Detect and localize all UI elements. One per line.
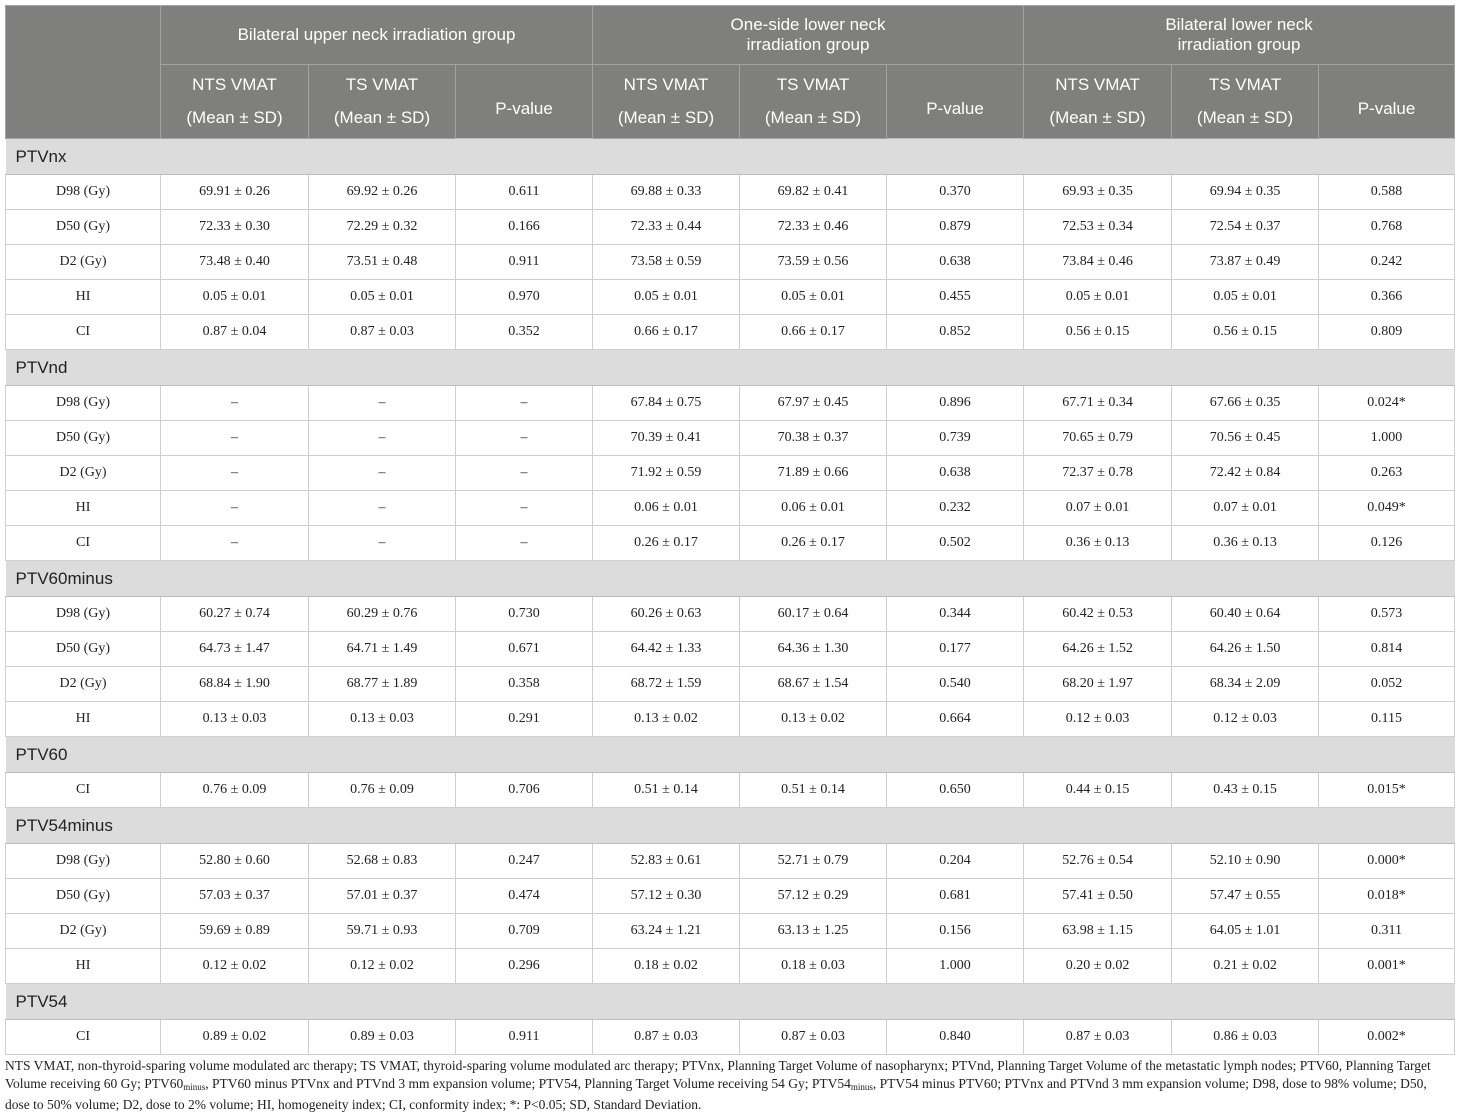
p-value-cell: 0.000* — [1319, 844, 1455, 879]
mean-sd-cell: 67.71 ± 0.34 — [1024, 386, 1172, 421]
mean-sd-cell: 52.76 ± 0.54 — [1024, 844, 1172, 879]
p-value-cell: 0.177 — [887, 632, 1024, 667]
header-p-value-label: P-value — [1357, 98, 1416, 118]
mean-sd-cell: 0.12 ± 0.03 — [1172, 702, 1319, 737]
p-value-cell: 0.015* — [1319, 773, 1455, 808]
table-body — [6, 139, 1455, 1055]
mean-sd-cell: 0.12 ± 0.03 — [1024, 702, 1172, 737]
p-value-cell: 0.024* — [1319, 386, 1455, 421]
mean-sd-cell: 71.89 ± 0.66 — [740, 456, 887, 491]
mean-sd-cell: – — [161, 421, 309, 456]
mean-sd-cell: 57.03 ± 0.37 — [161, 879, 309, 914]
mean-sd-cell: 0.43 ± 0.15 — [1172, 773, 1319, 808]
header-mean-sd: (Mean ± SD) — [740, 102, 887, 139]
header-mean-sd: (Mean ± SD) — [1024, 102, 1172, 139]
section-row — [6, 984, 1455, 1020]
metric-cell: D98 (Gy) — [6, 386, 161, 421]
p-value-cell: 0.358 — [456, 667, 593, 702]
mean-sd-cell: 0.18 ± 0.02 — [593, 949, 740, 984]
p-value-cell: 0.840 — [887, 1020, 1024, 1055]
mean-sd-cell: – — [309, 491, 456, 526]
mean-sd-cell: 60.29 ± 0.76 — [309, 597, 456, 632]
mean-sd-cell: 0.89 ± 0.03 — [309, 1020, 456, 1055]
p-value-cell: 0.540 — [887, 667, 1024, 702]
mean-sd-cell: 0.05 ± 0.01 — [1172, 280, 1319, 315]
p-value-cell: 0.814 — [1319, 632, 1455, 667]
mean-sd-cell: 0.05 ± 0.01 — [309, 280, 456, 315]
header-group-bilateral-lower-label: Bilateral lower neck irradiation group — [1165, 15, 1313, 54]
p-value-cell: 0.809 — [1319, 315, 1455, 350]
footnote-subscript-2: minus — [850, 1082, 873, 1092]
footnote-part-3: , PTV54 minus PTV60; PTVnx and PTVnd 3 mm expansion volume; D98, dose to 98% volume; D50, dose to 50% volume; D2, dose to 2% volume; HI, homogeneity index; CI, conformity index; *: P<0.05; SD, Standard Deviation. — [5, 1076, 1427, 1112]
mean-sd-cell: 0.05 ± 0.01 — [740, 280, 887, 315]
p-value-cell: 0.588 — [1319, 175, 1455, 210]
p-value-cell: 0.638 — [887, 456, 1024, 491]
mean-sd-cell: 57.41 ± 0.50 — [1024, 879, 1172, 914]
p-value-cell: – — [456, 491, 593, 526]
p-value-cell: 0.706 — [456, 773, 593, 808]
mean-sd-cell: 0.86 ± 0.03 — [1172, 1020, 1319, 1055]
metric-cell: D50 (Gy) — [6, 210, 161, 245]
mean-sd-cell: 0.13 ± 0.02 — [593, 702, 740, 737]
header-p-value — [1319, 65, 1455, 139]
mean-sd-cell: 69.93 ± 0.35 — [1024, 175, 1172, 210]
header-ts-vmat: TS VMAT — [309, 65, 456, 102]
p-value-cell: 0.879 — [887, 210, 1024, 245]
mean-sd-cell: – — [309, 386, 456, 421]
mean-sd-cell: 0.36 ± 0.13 — [1024, 526, 1172, 561]
p-value-cell: 0.638 — [887, 245, 1024, 280]
mean-sd-cell: 52.68 ± 0.83 — [309, 844, 456, 879]
table-row — [6, 949, 1455, 984]
section-row — [6, 350, 1455, 386]
p-value-cell: 0.232 — [887, 491, 1024, 526]
mean-sd-cell: 60.17 ± 0.64 — [740, 597, 887, 632]
mean-sd-cell: 60.27 ± 0.74 — [161, 597, 309, 632]
table-row — [6, 526, 1455, 561]
p-value-cell: 1.000 — [1319, 421, 1455, 456]
metric-cell: HI — [6, 491, 161, 526]
mean-sd-cell: 0.56 ± 0.15 — [1172, 315, 1319, 350]
header-nts-vmat: NTS VMAT — [593, 65, 740, 102]
p-value-cell: 0.650 — [887, 773, 1024, 808]
mean-sd-cell: 72.54 ± 0.37 — [1172, 210, 1319, 245]
p-value-cell: 0.002* — [1319, 1020, 1455, 1055]
mean-sd-cell: 0.13 ± 0.03 — [309, 702, 456, 737]
mean-sd-cell: 0.66 ± 0.17 — [740, 315, 887, 350]
mean-sd-cell: 52.80 ± 0.60 — [161, 844, 309, 879]
mean-sd-cell: 72.33 ± 0.46 — [740, 210, 887, 245]
mean-sd-cell: 71.92 ± 0.59 — [593, 456, 740, 491]
mean-sd-cell: 68.77 ± 1.89 — [309, 667, 456, 702]
p-value-cell: 0.247 — [456, 844, 593, 879]
section-row — [6, 561, 1455, 597]
metric-cell: D98 (Gy) — [6, 844, 161, 879]
p-value-cell: 0.204 — [887, 844, 1024, 879]
p-value-cell: 0.911 — [456, 245, 593, 280]
footnote-subscript-1: minus — [183, 1082, 206, 1092]
header-nts-vmat: NTS VMAT — [161, 65, 309, 102]
mean-sd-cell: 68.67 ± 1.54 — [740, 667, 887, 702]
p-value-cell: 1.000 — [887, 949, 1024, 984]
mean-sd-cell: 73.87 ± 0.49 — [1172, 245, 1319, 280]
p-value-cell: 0.344 — [887, 597, 1024, 632]
mean-sd-cell: 64.36 ± 1.30 — [740, 632, 887, 667]
header-mean-sd: (Mean ± SD) — [1172, 102, 1319, 139]
p-value-cell: 0.126 — [1319, 526, 1455, 561]
mean-sd-cell: 0.12 ± 0.02 — [161, 949, 309, 984]
mean-sd-cell: 70.56 ± 0.45 — [1172, 421, 1319, 456]
section-row — [6, 737, 1455, 773]
mean-sd-cell: 0.12 ± 0.02 — [309, 949, 456, 984]
mean-sd-cell: 68.72 ± 1.59 — [593, 667, 740, 702]
header-corner-cell — [6, 6, 161, 139]
mean-sd-cell: 64.71 ± 1.49 — [309, 632, 456, 667]
table-row — [6, 421, 1455, 456]
mean-sd-cell: 0.56 ± 0.15 — [1024, 315, 1172, 350]
mean-sd-cell: 64.26 ± 1.52 — [1024, 632, 1172, 667]
mean-sd-cell: 68.20 ± 1.97 — [1024, 667, 1172, 702]
mean-sd-cell: 67.66 ± 0.35 — [1172, 386, 1319, 421]
mean-sd-cell: 0.66 ± 0.17 — [593, 315, 740, 350]
mean-sd-cell: 63.13 ± 1.25 — [740, 914, 887, 949]
p-value-cell: – — [456, 386, 593, 421]
mean-sd-cell: 73.59 ± 0.56 — [740, 245, 887, 280]
mean-sd-cell: 0.51 ± 0.14 — [593, 773, 740, 808]
mean-sd-cell: 0.87 ± 0.03 — [1024, 1020, 1172, 1055]
mean-sd-cell: 0.05 ± 0.01 — [161, 280, 309, 315]
mean-sd-cell: 0.87 ± 0.04 — [161, 315, 309, 350]
metric-cell: D98 (Gy) — [6, 175, 161, 210]
p-value-cell: 0.664 — [887, 702, 1024, 737]
p-value-cell: 0.049* — [1319, 491, 1455, 526]
mean-sd-cell: 64.42 ± 1.33 — [593, 632, 740, 667]
mean-sd-cell: 64.73 ± 1.47 — [161, 632, 309, 667]
p-value-cell: 0.709 — [456, 914, 593, 949]
mean-sd-cell: 0.51 ± 0.14 — [740, 773, 887, 808]
header-mean-sd: (Mean ± SD) — [161, 102, 309, 139]
mean-sd-cell: 57.47 ± 0.55 — [1172, 879, 1319, 914]
mean-sd-cell: 73.51 ± 0.48 — [309, 245, 456, 280]
p-value-cell: 0.970 — [456, 280, 593, 315]
mean-sd-cell: 52.10 ± 0.90 — [1172, 844, 1319, 879]
p-value-cell: 0.352 — [456, 315, 593, 350]
p-value-cell: 0.018* — [1319, 879, 1455, 914]
mean-sd-cell: – — [309, 456, 456, 491]
mean-sd-cell: 57.12 ± 0.30 — [593, 879, 740, 914]
mean-sd-cell: 0.36 ± 0.13 — [1172, 526, 1319, 561]
p-value-cell: – — [456, 421, 593, 456]
table-row — [6, 245, 1455, 280]
metric-cell: D50 (Gy) — [6, 421, 161, 456]
p-value-cell: 0.366 — [1319, 280, 1455, 315]
p-value-cell: 0.474 — [456, 879, 593, 914]
p-value-cell: 0.166 — [456, 210, 593, 245]
mean-sd-cell: 0.87 ± 0.03 — [309, 315, 456, 350]
table-row — [6, 773, 1455, 808]
mean-sd-cell: 0.26 ± 0.17 — [740, 526, 887, 561]
mean-sd-cell: 0.05 ± 0.01 — [593, 280, 740, 315]
mean-sd-cell: 0.87 ± 0.03 — [740, 1020, 887, 1055]
mean-sd-cell: 0.13 ± 0.03 — [161, 702, 309, 737]
header-p-value — [887, 65, 1024, 139]
footnote-part-1: NTS VMAT, non-thyroid-sparing volume modulated arc therapy; TS VMAT, thyroid-sparing volume modulated arc therapy; PTVnx, Planning Target Volume of nasopharynx; PTVnd, Planning Target Volume of the metastatic lymph nodes; PTV60, Planning Target Volume receiving 60 Gy; PTV60 — [5, 1058, 1431, 1091]
p-value-cell: 0.001* — [1319, 949, 1455, 984]
mean-sd-cell: – — [161, 386, 309, 421]
header-group-one-side-lower-label: One-side lower neck irradiation group — [730, 15, 886, 54]
mean-sd-cell: 0.21 ± 0.02 — [1172, 949, 1319, 984]
mean-sd-cell: 70.65 ± 0.79 — [1024, 421, 1172, 456]
metric-cell: D2 (Gy) — [6, 667, 161, 702]
table-row — [6, 702, 1455, 737]
header-group-bilateral-upper: Bilateral upper neck irradiation group — [161, 6, 593, 65]
table-row — [6, 879, 1455, 914]
mean-sd-cell: 0.26 ± 0.17 — [593, 526, 740, 561]
mean-sd-cell: 69.88 ± 0.33 — [593, 175, 740, 210]
mean-sd-cell: 72.33 ± 0.44 — [593, 210, 740, 245]
header-p-value-label: P-value — [926, 98, 984, 118]
mean-sd-cell: 60.40 ± 0.64 — [1172, 597, 1319, 632]
mean-sd-cell: – — [161, 456, 309, 491]
table-row — [6, 175, 1455, 210]
table-row — [6, 210, 1455, 245]
mean-sd-cell: 0.76 ± 0.09 — [161, 773, 309, 808]
metric-cell: HI — [6, 949, 161, 984]
table-container — [5, 5, 1454, 1055]
mean-sd-cell: 69.92 ± 0.26 — [309, 175, 456, 210]
table-row — [6, 914, 1455, 949]
header-stat-row — [6, 102, 1455, 139]
mean-sd-cell: 0.76 ± 0.09 — [309, 773, 456, 808]
p-value-cell: 0.115 — [1319, 702, 1455, 737]
mean-sd-cell: 63.24 ± 1.21 — [593, 914, 740, 949]
p-value-cell: 0.852 — [887, 315, 1024, 350]
mean-sd-cell: 57.01 ± 0.37 — [309, 879, 456, 914]
mean-sd-cell: 73.84 ± 0.46 — [1024, 245, 1172, 280]
p-value-cell: 0.455 — [887, 280, 1024, 315]
mean-sd-cell: 67.84 ± 0.75 — [593, 386, 740, 421]
mean-sd-cell: 68.84 ± 1.90 — [161, 667, 309, 702]
p-value-cell: – — [456, 526, 593, 561]
mean-sd-cell: 72.53 ± 0.34 — [1024, 210, 1172, 245]
p-value-cell: 0.768 — [1319, 210, 1455, 245]
p-value-cell: 0.296 — [456, 949, 593, 984]
mean-sd-cell: 0.13 ± 0.02 — [740, 702, 887, 737]
p-value-cell: 0.263 — [1319, 456, 1455, 491]
p-value-cell: 0.502 — [887, 526, 1024, 561]
header-group-row — [6, 6, 1455, 65]
mean-sd-cell: 0.07 ± 0.01 — [1172, 491, 1319, 526]
mean-sd-cell: 52.71 ± 0.79 — [740, 844, 887, 879]
mean-sd-cell: 72.37 ± 0.78 — [1024, 456, 1172, 491]
p-value-cell: 0.911 — [456, 1020, 593, 1055]
p-value-cell: 0.242 — [1319, 245, 1455, 280]
footnote-part-2: , PTV60 minus PTVnx and PTVnd 3 mm expansion volume; PTV54, Planning Target Volume receiving 54 Gy; PTV54 — [205, 1076, 851, 1091]
mean-sd-cell: – — [161, 526, 309, 561]
metric-cell: D2 (Gy) — [6, 245, 161, 280]
section-title: PTV54 — [6, 984, 1455, 1020]
mean-sd-cell: – — [309, 421, 456, 456]
metric-cell: D2 (Gy) — [6, 456, 161, 491]
p-value-cell: 0.573 — [1319, 597, 1455, 632]
header-p-value — [456, 65, 593, 139]
metric-cell: HI — [6, 702, 161, 737]
p-value-cell: 0.896 — [887, 386, 1024, 421]
metric-cell: CI — [6, 526, 161, 561]
mean-sd-cell: 60.42 ± 0.53 — [1024, 597, 1172, 632]
p-value-cell: 0.370 — [887, 175, 1024, 210]
table-row — [6, 315, 1455, 350]
section-row — [6, 808, 1455, 844]
header-p-value-label: P-value — [495, 98, 553, 118]
section-title: PTVnd — [6, 350, 1455, 386]
p-value-cell: 0.611 — [456, 175, 593, 210]
table-row — [6, 280, 1455, 315]
header-method-row — [6, 65, 1455, 102]
metric-cell: D98 (Gy) — [6, 597, 161, 632]
mean-sd-cell: 0.87 ± 0.03 — [593, 1020, 740, 1055]
mean-sd-cell: 63.98 ± 1.15 — [1024, 914, 1172, 949]
p-value-cell: 0.681 — [887, 879, 1024, 914]
mean-sd-cell: 0.06 ± 0.01 — [740, 491, 887, 526]
table-row — [6, 632, 1455, 667]
header-group-bilateral-lower — [1024, 6, 1455, 65]
header-ts-vmat: TS VMAT — [740, 65, 887, 102]
table-row — [6, 667, 1455, 702]
header-mean-sd: (Mean ± SD) — [309, 102, 456, 139]
mean-sd-cell: – — [161, 491, 309, 526]
mean-sd-cell: 72.42 ± 0.84 — [1172, 456, 1319, 491]
p-value-cell: 0.291 — [456, 702, 593, 737]
metric-cell: CI — [6, 315, 161, 350]
header-ts-vmat: TS VMAT — [1172, 65, 1319, 102]
mean-sd-cell: 0.18 ± 0.03 — [740, 949, 887, 984]
p-value-cell: – — [456, 456, 593, 491]
metric-cell: HI — [6, 280, 161, 315]
mean-sd-cell: 69.91 ± 0.26 — [161, 175, 309, 210]
section-title: PTV54minus — [6, 808, 1455, 844]
p-value-cell: 0.739 — [887, 421, 1024, 456]
metric-cell: D50 (Gy) — [6, 879, 161, 914]
table-row — [6, 386, 1455, 421]
metric-cell: D50 (Gy) — [6, 632, 161, 667]
p-value-cell: 0.730 — [456, 597, 593, 632]
mean-sd-cell: 67.97 ± 0.45 — [740, 386, 887, 421]
mean-sd-cell: 69.82 ± 0.41 — [740, 175, 887, 210]
metric-cell: CI — [6, 1020, 161, 1055]
mean-sd-cell: 0.89 ± 0.02 — [161, 1020, 309, 1055]
mean-sd-cell: 0.07 ± 0.01 — [1024, 491, 1172, 526]
mean-sd-cell: 64.05 ± 1.01 — [1172, 914, 1319, 949]
mean-sd-cell: 70.38 ± 0.37 — [740, 421, 887, 456]
mean-sd-cell: 59.69 ± 0.89 — [161, 914, 309, 949]
mean-sd-cell: 72.29 ± 0.32 — [309, 210, 456, 245]
metric-cell: D2 (Gy) — [6, 914, 161, 949]
header-group-one-side-lower — [593, 6, 1024, 65]
mean-sd-cell: 0.44 ± 0.15 — [1024, 773, 1172, 808]
mean-sd-cell: 0.20 ± 0.02 — [1024, 949, 1172, 984]
header-mean-sd: (Mean ± SD) — [593, 102, 740, 139]
table-footnote — [5, 1057, 1454, 1114]
table-row — [6, 491, 1455, 526]
table-row — [6, 1020, 1455, 1055]
p-value-cell: 0.671 — [456, 632, 593, 667]
mean-sd-cell: 64.26 ± 1.50 — [1172, 632, 1319, 667]
mean-sd-cell: 0.06 ± 0.01 — [593, 491, 740, 526]
mean-sd-cell: 0.05 ± 0.01 — [1024, 280, 1172, 315]
mean-sd-cell: 68.34 ± 2.09 — [1172, 667, 1319, 702]
section-title: PTV60minus — [6, 561, 1455, 597]
section-title: PTVnx — [6, 139, 1455, 175]
metric-cell: CI — [6, 773, 161, 808]
section-title: PTV60 — [6, 737, 1455, 773]
dosimetric-comparison-table — [5, 5, 1455, 1055]
table-row — [6, 456, 1455, 491]
header-nts-vmat: NTS VMAT — [1024, 65, 1172, 102]
mean-sd-cell: 69.94 ± 0.35 — [1172, 175, 1319, 210]
mean-sd-cell: 52.83 ± 0.61 — [593, 844, 740, 879]
mean-sd-cell: – — [309, 526, 456, 561]
mean-sd-cell: 60.26 ± 0.63 — [593, 597, 740, 632]
mean-sd-cell: 59.71 ± 0.93 — [309, 914, 456, 949]
section-row — [6, 139, 1455, 175]
mean-sd-cell: 73.48 ± 0.40 — [161, 245, 309, 280]
table-row — [6, 597, 1455, 632]
mean-sd-cell: 57.12 ± 0.29 — [740, 879, 887, 914]
p-value-cell: 0.156 — [887, 914, 1024, 949]
p-value-cell: 0.052 — [1319, 667, 1455, 702]
mean-sd-cell: 73.58 ± 0.59 — [593, 245, 740, 280]
mean-sd-cell: 72.33 ± 0.30 — [161, 210, 309, 245]
p-value-cell: 0.311 — [1319, 914, 1455, 949]
mean-sd-cell: 70.39 ± 0.41 — [593, 421, 740, 456]
table-row — [6, 844, 1455, 879]
